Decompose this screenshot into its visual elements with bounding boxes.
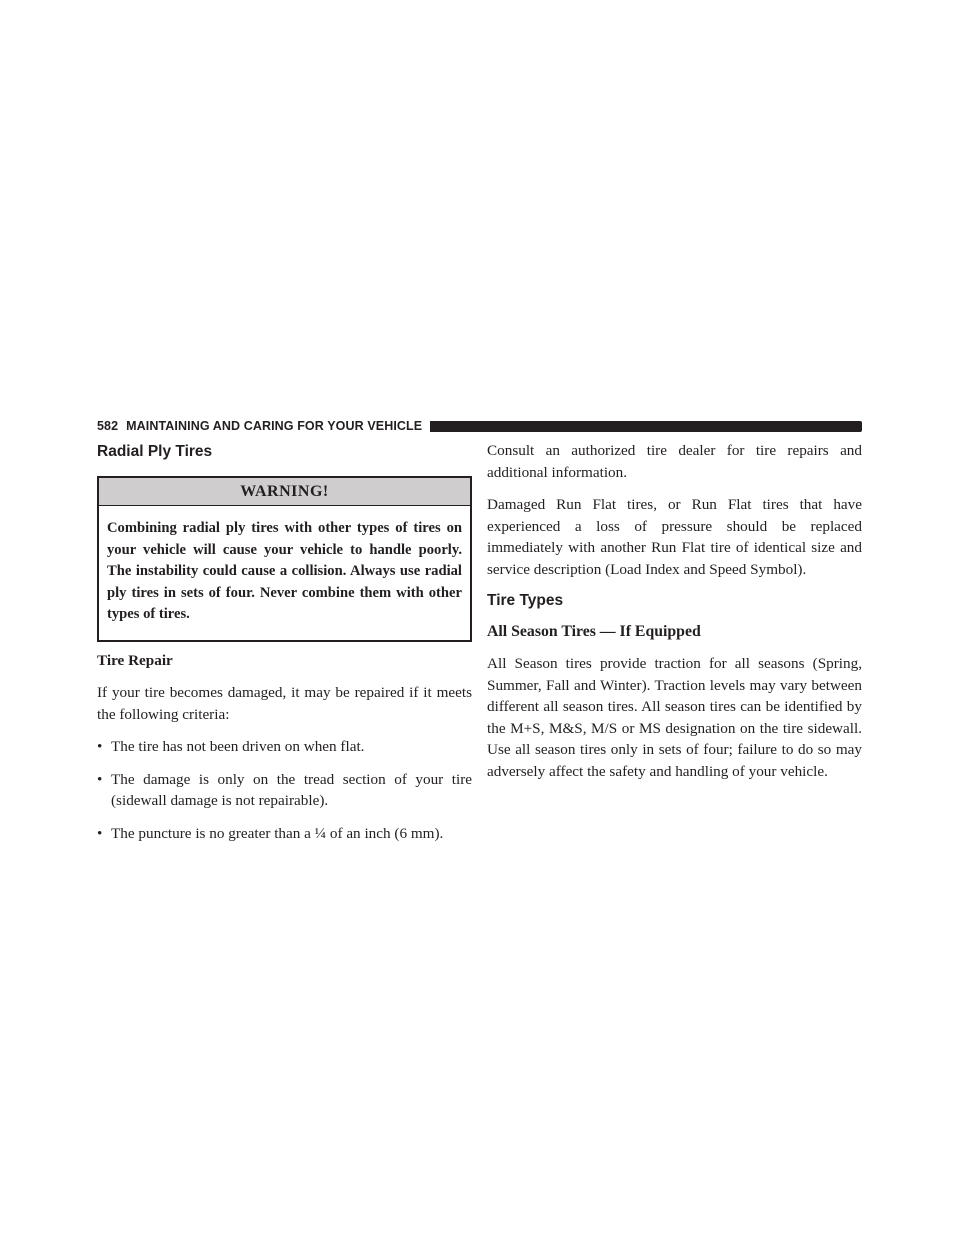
tire-repair-intro: If your tire becomes damaged, it may be repaired if it meets the following criteria:	[97, 684, 472, 723]
list-item: • The damage is only on the tread section of your tire (sidewall damage is not repairable).	[97, 770, 472, 809]
warning-title: WARNING!	[99, 478, 470, 506]
right-column	[487, 440, 862, 782]
consult-dealer-paragraph: Consult an authorized tire dealer for tire repairs and additional information.	[487, 442, 862, 481]
bullet-icon: •	[97, 738, 103, 755]
list-item: • The puncture is no greater than a ¼ of an inch (6 mm).	[97, 823, 472, 845]
all-season-heading: All Season Tires — If Equipped	[487, 623, 701, 640]
section-title: MAINTAINING AND CARING FOR YOUR VEHICLE	[126, 419, 423, 433]
header-rule	[430, 421, 862, 432]
run-flat-paragraph: Damaged Run Flat tires, or Run Flat tires that have experienced a loss of pressure should be replaced immediately with another Run Flat tire of identical size and service description (Load Index and Speed Symbol).	[487, 496, 862, 578]
tire-types-heading: Tire Types	[487, 592, 564, 609]
tire-repair-heading: Tire Repair	[97, 651, 173, 669]
radial-ply-heading: Radial Ply Tires	[97, 443, 213, 460]
page-number: 582	[97, 419, 119, 433]
page-header	[97, 417, 862, 435]
left-column	[97, 440, 472, 844]
warning-box	[97, 476, 472, 642]
all-season-paragraph: All Season tires provide traction for all seasons (Spring, Summer, Fall and Winter). Traction levels may vary between different all season tires. All season tires can be identified by the M+S, M&S, M/S or MS designation on the tire sidewall. Use all season tires only in sets of four; failure to do so may adversely affect the safety and handling of your vehicle.	[487, 655, 862, 780]
repair-criteria-list	[97, 736, 472, 844]
bullet-icon: •	[97, 824, 103, 842]
bullet-icon: •	[97, 770, 103, 788]
warning-text: Combining radial ply tires with other types of tires on your vehicle will cause your vehicle to handle poorly. The instability could cause a collision. Always use radial ply tires in sets of four. Never combine them with other types of tires.	[107, 520, 462, 622]
list-item: • The tire has not been driven on when flat.	[97, 736, 472, 758]
